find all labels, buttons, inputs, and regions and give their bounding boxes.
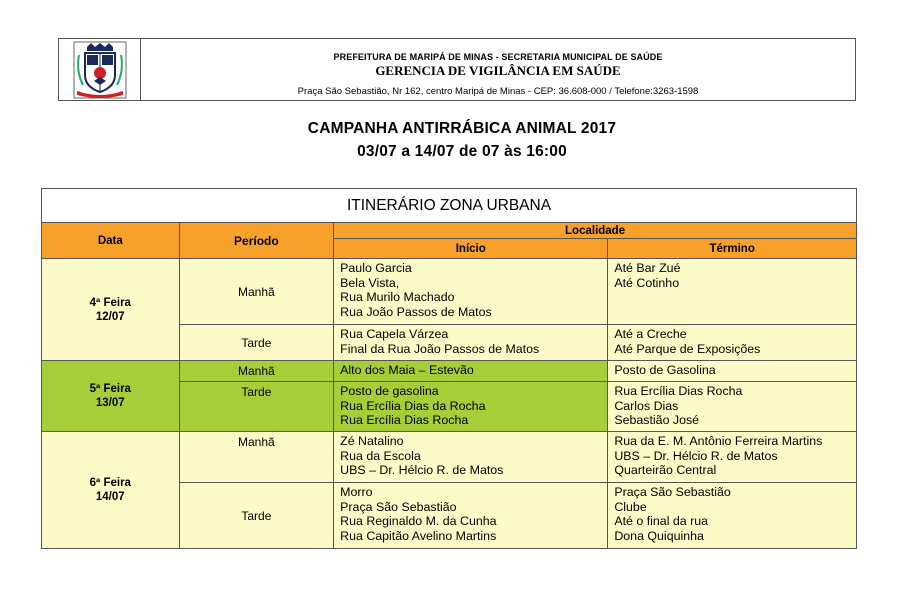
period-cell: Tarde <box>179 325 334 361</box>
location-line: Até Parque de Exposições <box>614 341 761 356</box>
termino-cell <box>608 432 857 483</box>
location-line: Paulo Garcia <box>340 261 412 275</box>
location-line: Dona Quiquinha <box>614 528 704 543</box>
letterhead-text <box>141 39 855 100</box>
location-line: Rua Ercília Dias da Rocha <box>340 398 486 413</box>
department-name: GERENCIA DE VIGILÂNCIA EM SAÚDE <box>375 63 621 78</box>
termino-cell <box>608 483 857 549</box>
day-cell <box>42 432 180 549</box>
header-localidade: Localidade <box>334 223 857 239</box>
day-label: 5ª Feira <box>89 383 131 395</box>
municipal-coat-of-arms-icon <box>73 41 127 99</box>
termino-cell <box>608 259 857 325</box>
institution-address: Praça São Sebastião, Nr 162, centro Maripá de Minas - CEP: 36.608-000 / Telefone:3263-1598 <box>297 86 699 97</box>
location-line: Rua da E. M. Antônio Ferreira Martins <box>614 434 823 448</box>
document-title: CAMPANHA ANTIRRÁBICA ANIMAL 2017 <box>307 120 617 137</box>
institution-name: PREFEITURA DE MARIPÁ DE MINAS - SECRETARIA MUNICIPAL DE SAÚDE <box>333 52 663 62</box>
location-line: Rua João Passos de Matos <box>340 304 492 319</box>
inicio-cell <box>334 382 608 432</box>
table-row <box>42 432 857 483</box>
table-caption: ITINERÁRIO ZONA URBANA <box>42 189 857 223</box>
location-line: Rua da Escola <box>340 448 421 463</box>
location-line: Posto de Gasolina <box>614 363 716 377</box>
location-line: Até Bar Zué <box>614 261 681 275</box>
location-line: Praça São Sebastião <box>340 499 457 514</box>
location-line: Quarteirão Central <box>614 463 717 478</box>
day-cell <box>42 361 180 432</box>
period-cell: Tarde <box>179 483 334 549</box>
day-date: 14/07 <box>95 491 125 503</box>
location-line: Zé Natalino <box>340 434 404 448</box>
table-row <box>42 259 857 325</box>
day-date: 12/07 <box>95 310 125 323</box>
day-label: 6ª Feira <box>89 477 131 489</box>
location-line: Final da Rua João Passos de Matos <box>340 341 540 356</box>
period-cell: Manhã <box>179 259 334 325</box>
inicio-cell <box>334 432 608 483</box>
location-line: Alto dos Maia – Estevão <box>340 363 474 377</box>
inicio-cell <box>334 325 608 361</box>
location-line: Até Cotinho <box>614 275 680 290</box>
day-cell <box>42 259 180 361</box>
header-data: Data <box>42 223 180 259</box>
location-line: Clube <box>614 499 647 514</box>
location-line: Rua Ercília Dias Rocha <box>340 413 469 428</box>
inicio-cell <box>334 259 608 325</box>
document-subtitle: 03/07 a 14/07 de 07 às 16:00 <box>357 143 567 160</box>
day-date: 13/07 <box>95 397 125 409</box>
itinerary-table <box>41 188 857 549</box>
location-line: Rua Capela Várzea <box>340 327 449 341</box>
termino-cell <box>608 325 857 361</box>
period-cell: Tarde <box>179 382 334 432</box>
location-line: UBS – Dr. Hélcio R. de Matos <box>614 448 778 463</box>
termino-cell <box>608 361 857 382</box>
location-line: Rua Reginaldo M. da Cunha <box>340 514 497 529</box>
location-line: Praça São Sebastião <box>614 485 731 499</box>
header-termino: Término <box>608 239 857 259</box>
location-line: Carlos Dias <box>614 398 679 413</box>
inicio-cell <box>334 483 608 549</box>
location-line: UBS – Dr. Hélcio R. de Matos <box>340 463 504 478</box>
table-row <box>42 361 857 382</box>
termino-cell <box>608 382 857 432</box>
location-line: Até o final da rua <box>614 514 709 529</box>
logo-cell <box>59 39 141 100</box>
inicio-cell <box>334 361 608 382</box>
location-line: Rua Murilo Machado <box>340 290 455 305</box>
location-line: Rua Ercília Dias Rocha <box>614 384 743 398</box>
location-line: Morro <box>340 485 373 499</box>
period-cell: Manhã <box>179 361 334 382</box>
header-inicio: Início <box>334 239 608 259</box>
location-line: Rua Capitão Avelino Martins <box>340 528 497 543</box>
letterhead <box>58 38 856 101</box>
location-line: Sebastião José <box>614 413 700 428</box>
location-line: Posto de gasolina <box>340 384 439 398</box>
location-line: Bela Vista, <box>340 275 400 290</box>
header-periodo: Período <box>179 223 334 259</box>
location-line: Até a Creche <box>614 327 687 341</box>
day-label: 4ª Feira <box>89 296 131 309</box>
period-cell: Manhã <box>179 432 334 483</box>
